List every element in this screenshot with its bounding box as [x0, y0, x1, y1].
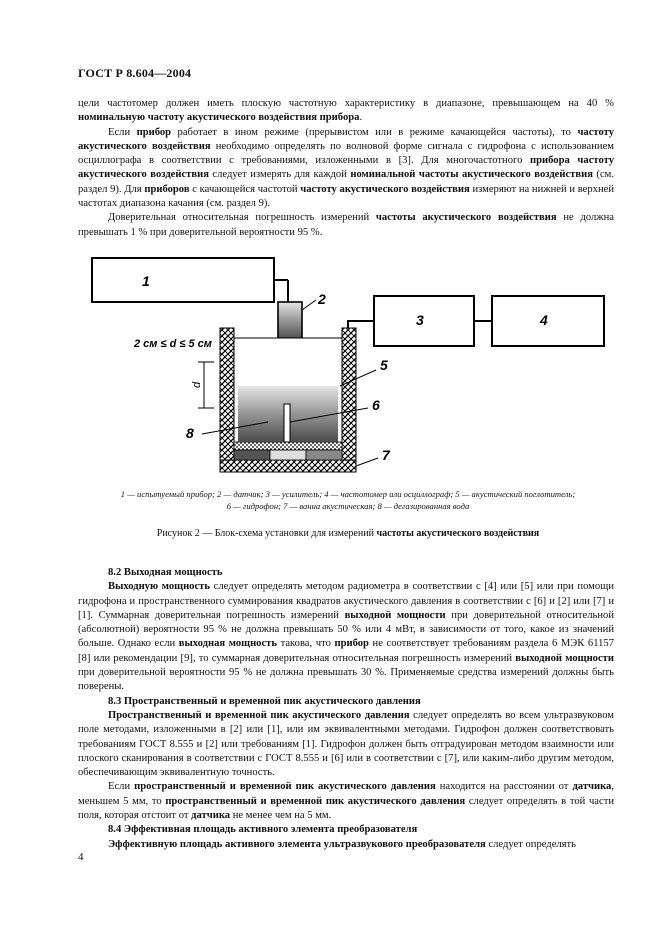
term: приборов — [144, 183, 190, 195]
legend-line: 6 — гидрофон; 7 — ванна акустическая; 8 — дегазированная вода — [226, 501, 470, 511]
acoustic-absorber — [234, 442, 342, 450]
term: пространственный и временной пик акустического давления — [134, 781, 436, 793]
text: при доверительной вероятности 95 % не должна превышать 30 %. Применяемые средства измерений должны быть поверены. — [78, 667, 614, 693]
text: Если — [108, 126, 137, 138]
paragraph — [78, 126, 614, 212]
term: выходной мощности — [515, 652, 614, 664]
figure-caption — [78, 528, 618, 539]
text: следует определять методом радиометра в соответствии с [4] или [5] или при помощи гидрофона и пространственного суммирования квадратов акустического давления в соответствии с [6] и [2] или [7] и [1]. Суммарная доверительная погрешность измерений — [78, 581, 614, 621]
d-symbol: d — [191, 381, 203, 388]
bath-right-wall — [342, 328, 356, 472]
text: следует измерять для каждой — [208, 169, 351, 181]
label-8: 8 — [186, 425, 194, 441]
paragraph — [78, 580, 614, 694]
legend-line: 1 — испытуемый прибор; 2 — датчик; 3 — усилитель; 4 — частотомер или осциллограф; 5 — акустический поглотитель; — [120, 489, 576, 499]
text: следует определять в той части поля, которая отстоит от — [78, 795, 614, 822]
text-block-bottom — [78, 566, 614, 852]
term: Эффективную площадь активного элемента ультразвукового преобразователя — [108, 838, 486, 850]
text: Если — [108, 781, 135, 793]
text: при доверительной относительной (абсолютной) вероятности 95 % не должна превышать 50 % или 4 мВт, в зависимости от того, какое из значений больше. Однако если — [78, 609, 615, 650]
term: выходной мощности — [344, 609, 446, 621]
text: . — [359, 112, 363, 124]
page-number: 4 — [78, 851, 84, 863]
term: частоты акустического воздействия — [376, 528, 540, 539]
term: Пространственный и временной пик акустического давления — [108, 709, 410, 721]
text: Доверительная относительная погрешность измерений — [108, 212, 376, 224]
term: датчика — [572, 781, 612, 793]
bath-left-wall — [220, 328, 234, 472]
text: необходимо определять по волновой форме сигнала с гидрофона с использованием осциллографа в соответствии с требованиями, изложенными в [3]. Для многочастотного — [78, 140, 614, 167]
paragraph — [78, 97, 614, 126]
label-2: 2 — [318, 291, 326, 307]
text: следует определять во всем ультразвуковом поле методами, изложенными в [2] или [1], или им эквивалентными методами. Гидрофон должен соответствовать требованиям ГОСТ 8.555 и [2] или требованиям [1]. Гидрофон должен быть отградуирован методом взаимности или плоского сканирования в соответствии с ГОСТ 8.555 и [6] или в соответствии с [7], или каким-либо другим методом, обеспечивающим эквивалентную точность. — [78, 709, 614, 779]
paragraph — [78, 211, 614, 240]
text: не соответствует требованиям раздела 6 МЭК 61157 [8] или рекомендации [9], то суммарная доверительная относительная погрешность измерений — [78, 638, 615, 664]
text: следует определять — [485, 838, 577, 850]
text: , меньшем 5 мм, то — [78, 781, 615, 807]
text: с качающейся частотой — [189, 183, 301, 195]
label-5: 5 — [380, 357, 388, 373]
block-frequency-meter — [492, 296, 604, 346]
block-device-under-test — [92, 258, 274, 302]
label-6: 6 — [372, 397, 380, 413]
label-3: 3 — [416, 312, 424, 328]
term: Выходную мощность — [108, 581, 210, 593]
text: находится на расстоянии от — [435, 781, 573, 793]
term: пространственный и временной пик акустического давления — [165, 795, 466, 807]
section-heading-8-2: 8.2 Выходная мощность — [108, 567, 223, 578]
term: частоту акустического воздействия — [78, 126, 614, 152]
label-4: 4 — [540, 312, 548, 328]
term: прибор — [334, 638, 369, 650]
text-block-top — [78, 97, 614, 240]
paragraph — [78, 838, 614, 852]
term: прибора частоту акустического воздействия — [78, 155, 614, 181]
term: выходная мощность — [178, 638, 277, 650]
term: номинальную частоту акустического воздействия прибора — [78, 112, 360, 124]
sensor-upper — [278, 302, 302, 340]
text: не менее чем на 5 мм. — [230, 810, 332, 822]
paragraph — [78, 709, 614, 780]
section-heading-8-4: 8.4 Эффективная площадь активного элемента преобразователя — [108, 824, 418, 836]
text: (см. раздел 9). Для — [78, 169, 614, 195]
bath-bottom — [220, 460, 356, 472]
term: номинальной частоты акустического воздействия — [350, 169, 593, 181]
paragraph — [78, 780, 614, 823]
text: измеряют на нижней и верхней частотах диапазона качания (см. раздел 9). — [78, 183, 614, 210]
block-amplifier — [374, 296, 474, 346]
term: частоту акустического воздействия — [300, 183, 470, 195]
label-1: 1 — [142, 273, 150, 289]
text: такова, что — [276, 638, 335, 650]
hydrophone — [284, 404, 290, 442]
block-diagram — [78, 252, 618, 482]
term: частоты акустического воздействия — [375, 212, 557, 224]
term: датчика — [191, 810, 231, 822]
section-heading-8-3: 8.3 Пространственный и временной пик акустического давления — [108, 695, 421, 707]
term: прибор — [136, 126, 172, 138]
text: не должна превышать 1 % при доверительной вероятности 95 %. — [78, 212, 615, 238]
label-7: 7 — [382, 447, 390, 463]
document-header: ГОСТ Р 8.604—2004 — [78, 66, 192, 80]
figure-legend — [78, 488, 618, 512]
text: Рисунок 2 — Блок-схема установки для измерений — [156, 528, 377, 539]
d-range-label: 2 см ≤ d ≤ 5 см — [134, 338, 212, 350]
text: цели частотомер должен иметь плоскую частотную характеристику в диапазоне, превышающем на 40 % — [78, 98, 614, 109]
text: работает в ином режиме (прерывистом или в режиме качающейся частоты), то — [171, 126, 578, 138]
